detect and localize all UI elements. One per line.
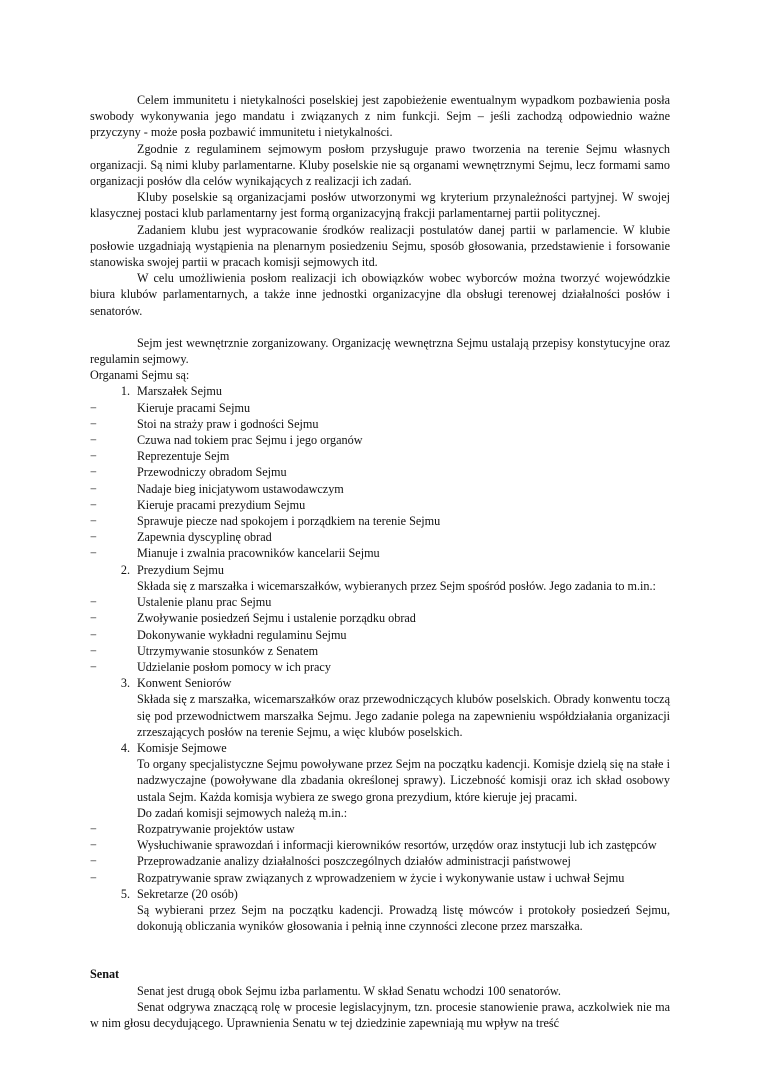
bullet-text: Czuwa nad tokiem prac Sejmu i jego organów [137, 433, 363, 448]
organ-description: Składa się z marszałka, wicemarszałków oraz przewodniczących klubów poselskich. Obrady konwentu toczą się pod przewodnictwem marszałka Sejmu. Jego zadanie polega na zapewnieniu współdziałania organizacji zrzeszających posłów na terenie Sejmu, a więc klubów poselskich. [137, 692, 671, 739]
organ-bullet [90, 464, 670, 480]
dash-marker: − [90, 821, 97, 836]
organ-bullet [90, 545, 670, 561]
organ-bullet [90, 432, 670, 448]
dash-marker: − [90, 465, 97, 480]
dash-marker: − [90, 400, 97, 415]
bullet-text: Przeprowadzanie analizy działalności poszczególnych działów administracji państwowej [137, 854, 571, 869]
organ-number: 2. [120, 562, 130, 577]
organ-bullet [90, 416, 670, 432]
organ-bullet [90, 529, 670, 545]
dash-marker: − [90, 838, 97, 853]
bullet-text: Rozpatrywanie spraw związanych z wprowadzeniem w życie i wykonywanie ustaw i uchwał Sejmu [137, 870, 625, 885]
bullet-text: Sprawuje piecze nad spokojem i porządkiem na terenie Sejmu [137, 514, 441, 529]
spacer [90, 319, 670, 335]
organ-item [90, 886, 670, 902]
organs-list [90, 383, 670, 934]
intro-paragraph-2: Zgodnie z regulaminem sejmowym posłom przysługuje prawo tworzenia na terenie Sejmu własnych organizacji. Są nimi kluby parlamentarne. Kluby poselskie nie są organami wewnętrznymi Sejmu, lecz formami samo organizacji posłów dla celów wynikających z realizacji ich zadań. [90, 141, 670, 189]
dash-marker: − [90, 433, 97, 448]
bullet-text: Udzielanie posłom pomocy w ich pracy [137, 659, 331, 674]
bullet-text: Nadaje bieg inicjatywom ustawodawczym [137, 481, 344, 496]
organ-bullet [90, 821, 670, 837]
organ-title: Konwent Seniorów [137, 676, 232, 691]
dash-marker: − [90, 416, 97, 431]
bullet-text: Zwoływanie posiedzeń Sejmu i ustalenie porządku obrad [137, 611, 416, 626]
dash-marker: − [90, 481, 97, 496]
organ-bullet [90, 448, 670, 464]
organ-number: 5. [120, 886, 130, 901]
dash-marker: − [90, 595, 97, 610]
organ-number: 3. [120, 676, 130, 691]
bullet-text: Stoi na straży praw i godności Sejmu [137, 416, 319, 431]
organ-bullet [90, 481, 670, 497]
dash-marker: − [90, 611, 97, 626]
organ-bullet [90, 400, 670, 416]
organ-item [90, 562, 670, 578]
organ-bullet [90, 870, 670, 886]
dash-marker: − [90, 659, 97, 674]
intro-paragraph-1: Celem immunitetu i nietykalności poselskiej jest zapobieżenie ewentualnym wypadkom pozbawienia posła swobody wykonywania jego mandatu i związanych z nim funkcji. Sejm – jeśli zachodzą odpowiednio ważne przyczyny - może posła pozbawić immunitetu i nietykalności. [90, 93, 670, 140]
intro-paragraph-5: W celu umożliwienia posłom realizacji ich obowiązków wobec wyborców można tworzyć wojewódzkie biura klubów parlamentarnych, a także inne jednostki organizacyjne dla obsługi terenowej działalności posłów i senatorów. [90, 271, 670, 318]
organ-title: Komisje Sejmowe [137, 740, 227, 755]
dash-marker: − [90, 854, 97, 869]
organ-bullet [90, 513, 670, 529]
dash-marker: − [90, 497, 97, 512]
organ-bullet [90, 627, 670, 643]
bullet-text: Przewodniczy obradom Sejmu [137, 465, 287, 480]
intro-paragraph-3: Kluby poselskie są organizacjami posłów utworzonymi wg kryterium przynależności partyjnej. W swojej klasycznej postaci klub parlamentarny jest formą organizacyjną frakcji parlamentarnej partii politycznej. [90, 190, 670, 221]
dash-marker: − [90, 546, 97, 561]
organ-bullet [90, 497, 670, 513]
organ-description: Są wybierani przez Sejm na początku kadencji. Prowadzą listę mówców i protokoły posiedzeń Sejmu, dokonują obliczania wyników głosowania i pełnią inne czynności zlecone przez marszałka. [137, 902, 670, 934]
senat-paragraph-2: Senat odgrywa znaczącą rolę w procesie legislacyjnym, tzn. procesie stanowienie prawa, aczkolwiek nie ma w nim głosu decydującego. Uprawnienia Senatu w tej dziedzinie zapewniają mu wpływ na treść [90, 999, 670, 1030]
organ-item [90, 740, 670, 756]
organ-bullet [90, 853, 670, 869]
spacer [90, 934, 670, 950]
organ-description: To organy specjalistyczne Sejmu powoływane przez Sejm na początku kadencji. Komisje dzielą się na stałe i nadzwyczajne (powoływane dla zbadania określonej sprawy). Liczebność komisji oraz ich skład osobowy ustala Sejm. Każda komisja wybiera ze swego grona prezydium, które kieruje jej pracami. [137, 757, 670, 804]
organs-heading: Organami Sejmu są: [90, 368, 190, 383]
bullet-text: Kieruje pracami Sejmu [137, 400, 251, 415]
bullet-text: Ustalenie planu prac Sejmu [137, 595, 272, 610]
bullet-text: Utrzymywanie stosunków z Senatem [137, 643, 319, 658]
dash-marker: − [90, 530, 97, 545]
organization-paragraph: Sejm jest wewnętrznie zorganizowany. Organizację wewnętrzna Sejmu ustalają przepisy konstytucyjne oraz regulamin sejmowy. [90, 335, 670, 367]
organ-title: Marszałek Sejmu [137, 384, 222, 399]
bullet-text: Rozpatrywanie projektów ustaw [137, 821, 295, 836]
senat-heading: Senat [90, 967, 120, 982]
dash-marker: − [90, 627, 97, 642]
spacer [90, 950, 670, 966]
organ-bullet [90, 610, 670, 626]
dash-marker: − [90, 643, 97, 658]
document-content [90, 92, 670, 1031]
dash-marker: − [90, 449, 97, 464]
dash-marker: − [90, 870, 97, 885]
organ-number: 4. [120, 740, 130, 755]
bullet-text: Kieruje pracami prezydium Sejmu [137, 497, 306, 512]
bullet-text: Reprezentuje Sejm [137, 449, 230, 464]
dash-marker: − [90, 514, 97, 529]
bullet-text: Dokonywanie wykładni regulaminu Sejmu [137, 627, 347, 642]
bullet-text: Mianuje i zwalnia pracowników kancelarii Sejmu [137, 546, 380, 561]
organ-description: Składa się z marszałka i wicemarszałków, wybieranych przez Sejm spośród posłów. Jego zadania to m.in.: [137, 578, 656, 593]
organ-item [90, 675, 670, 691]
organ-title: Prezydium Sejmu [137, 562, 224, 577]
intro-paragraph-4: Zadaniem klubu jest wypracowanie środków realizacji postulatów danej partii w parlamencie. W klubie posłowie uzgadniają wystąpienia na plenarnym posiedzeniu Sejmu, sposób głosowania, przedstawienie i forsowanie stanowiska swojej partii w pracach komisji sejmowych itd. [90, 222, 670, 270]
organ-item [90, 383, 670, 399]
bullet-text: Wysłuchiwanie sprawozdań i informacji kierowników resortów, urzędów oraz instytucji lub ich zastępców [137, 838, 657, 853]
organ-bullet [90, 594, 670, 610]
senat-paragraph-1: Senat jest drugą obok Sejmu izba parlamentu. W skład Senatu wchodzi 100 senatorów. [137, 983, 561, 998]
organ-description-2: Do zadań komisji sejmowych należą m.in.: [137, 805, 348, 820]
bullet-text: Zapewnia dyscyplinę obrad [137, 530, 272, 545]
organ-number: 1. [120, 384, 130, 399]
organ-title: Sekretarze (20 osób) [137, 886, 238, 901]
organ-bullet [90, 643, 670, 659]
organ-bullet [90, 837, 670, 853]
organ-bullet [90, 659, 670, 675]
